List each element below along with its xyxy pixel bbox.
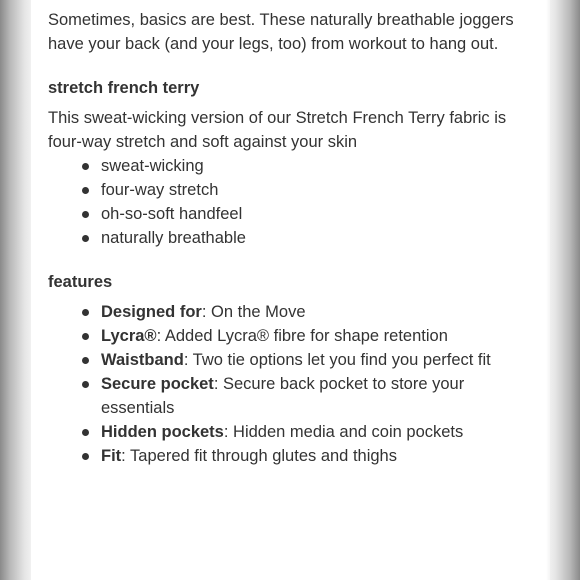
- feature-text: : Hidden media and coin pockets: [223, 423, 464, 441]
- feature-label: Waistband: [101, 351, 184, 369]
- list-item: sweat-wicking: [101, 154, 538, 178]
- feature-text: : Tapered fit through glutes and thighs: [121, 447, 397, 465]
- feature-label: Hidden pockets: [101, 423, 224, 441]
- feature-text: : Secure back pocket to store your essentials: [101, 375, 465, 417]
- feature-label: Secure pocket: [101, 375, 214, 393]
- feature-item: [101, 372, 538, 420]
- feature-label: Designed for: [101, 303, 202, 321]
- list-item: oh-so-soft handfeel: [101, 202, 538, 226]
- feature-item: [101, 420, 538, 444]
- feature-item: [101, 300, 538, 324]
- feature-label: Fit: [101, 447, 122, 465]
- feature-text: : Two tie options let you find you perfect fit: [183, 351, 491, 369]
- feature-item: [101, 348, 538, 372]
- feature-item: [101, 444, 538, 468]
- features-bullet-list: [48, 300, 538, 468]
- fabric-heading: stretch french terry: [48, 79, 200, 97]
- feature-text: : Added Lycra® fibre for shape retention: [156, 327, 448, 345]
- feature-text: : On the Move: [201, 303, 306, 321]
- features-heading: features: [48, 273, 113, 291]
- fabric-bullet-list: [48, 154, 538, 250]
- feature-label: Lycra®: [101, 327, 157, 345]
- fabric-description: This sweat-wicking version of our Stretch French Terry fabric is four-way stretch and soft against your skin: [48, 109, 507, 151]
- feature-item: [101, 324, 538, 348]
- list-item: four-way stretch: [101, 178, 538, 202]
- list-item: naturally breathable: [101, 226, 538, 250]
- intro-paragraph: Sometimes, basics are best. These naturally breathable joggers have your back (and your legs, too) from workout to hang out.: [48, 11, 514, 53]
- product-description-panel: [31, 0, 550, 580]
